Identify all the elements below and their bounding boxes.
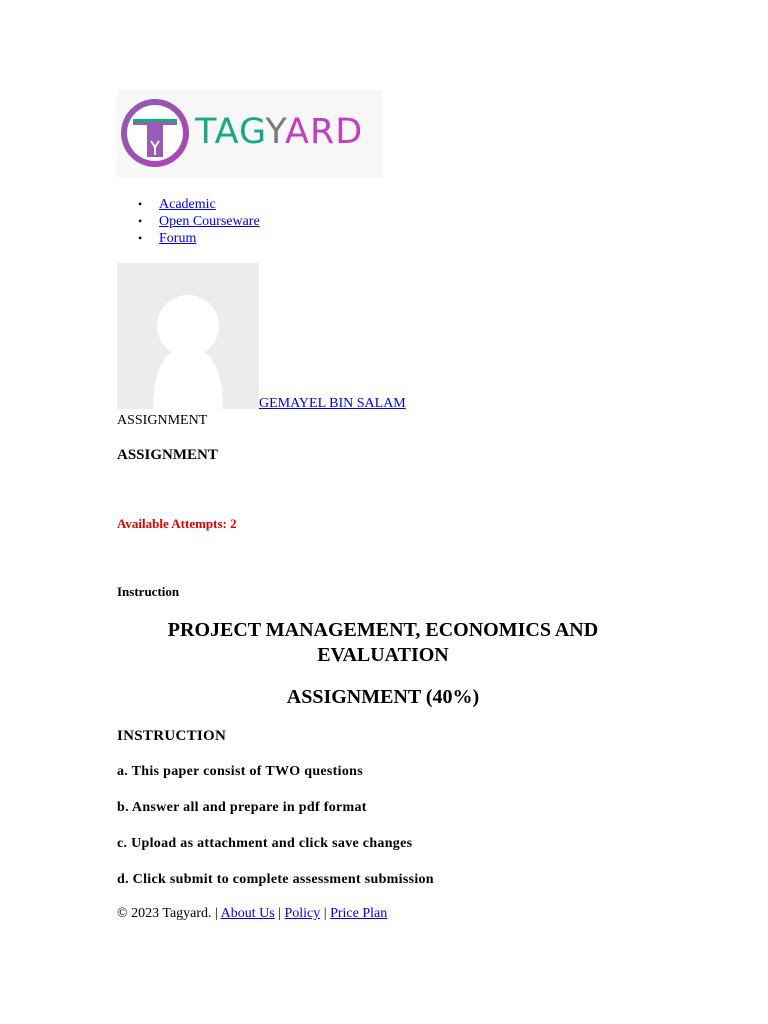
breadcrumb: ASSIGNMENT <box>117 413 208 428</box>
nav-item-forum <box>117 230 260 247</box>
instruction-label: Instruction <box>117 584 180 599</box>
main-nav <box>117 196 260 247</box>
site-logo[interactable] <box>117 90 383 178</box>
nav-item-academic <box>117 196 260 213</box>
instruction-step: c. Upload as attachment and click save changes <box>117 836 413 851</box>
instruction-step: b. Answer all and prepare in pdf format <box>117 800 367 815</box>
nav-link-open-courseware[interactable]: Open Courseware <box>159 214 260 229</box>
user-name-link[interactable]: GEMAYEL BIN SALAM <box>259 396 406 411</box>
footer <box>117 905 387 923</box>
footer-separator: | <box>323 906 327 921</box>
footer-link-price-plan[interactable]: Price Plan <box>330 906 388 921</box>
available-attempts: Available Attempts: 2 <box>117 516 237 531</box>
logo-wordmark: TAGYARD <box>195 112 364 152</box>
footer-separator: | <box>278 906 281 921</box>
nav-item-open-courseware <box>117 213 260 230</box>
default-avatar-icon <box>117 263 259 409</box>
nav-link-forum[interactable]: Forum <box>159 231 197 246</box>
instruction-step: a. This paper consist of TWO questions <box>117 764 363 779</box>
instruction-step: d. Click submit to complete assessment submission <box>117 872 434 887</box>
tagyard-logo-icon <box>119 97 191 169</box>
footer-link-about-us[interactable]: About Us <box>220 906 275 921</box>
assignment-subheading: ASSIGNMENT (40%) <box>286 686 480 708</box>
footer-copyright: © 2023 Tagyard. | <box>117 906 218 921</box>
avatar[interactable] <box>117 263 259 409</box>
nav-link-academic[interactable]: Academic <box>159 197 216 212</box>
assignment-heading: PROJECT MANAGEMENT, ECONOMICS AND EVALUATION <box>167 619 599 666</box>
page-title: ASSIGNMENT <box>117 447 218 463</box>
instruction-title: INSTRUCTION <box>117 728 227 744</box>
footer-link-policy[interactable]: Policy <box>284 906 321 921</box>
